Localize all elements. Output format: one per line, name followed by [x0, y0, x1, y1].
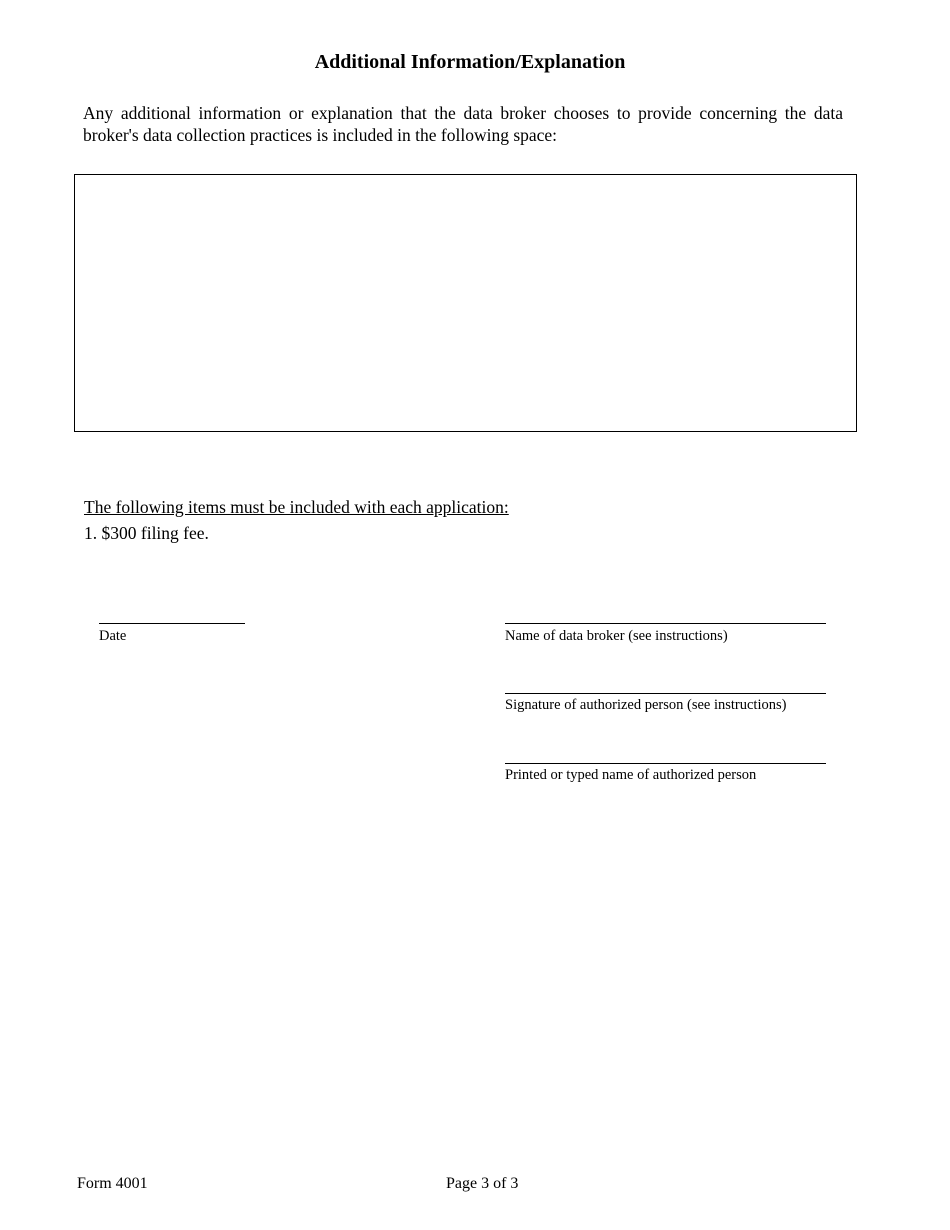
explanation-text-box[interactable] — [74, 174, 857, 432]
printed-name-label: Printed or typed name of authorized person — [505, 767, 757, 783]
intro-paragraph: Any additional information or explanation that the data broker chooses to provide concerning the data broker's data collection practices is included in the following space: — [83, 103, 843, 145]
date-label: Date — [99, 628, 127, 644]
form-number: Form 4001 — [77, 1175, 148, 1192]
requirements-heading: The following items must be included with each application: — [84, 497, 509, 517]
requirement-item: 1. $300 filing fee. — [84, 523, 209, 543]
page-title: Additional Information/Explanation — [314, 51, 626, 73]
broker-name-line[interactable] — [505, 623, 826, 624]
signature-line[interactable] — [505, 693, 826, 694]
signature-label: Signature of authorized person (see instructions) — [505, 697, 787, 713]
page-number: Page 3 of 3 — [446, 1175, 519, 1192]
broker-name-label: Name of data broker (see instructions) — [505, 628, 728, 644]
date-line[interactable] — [99, 623, 245, 624]
printed-name-line[interactable] — [505, 763, 826, 764]
